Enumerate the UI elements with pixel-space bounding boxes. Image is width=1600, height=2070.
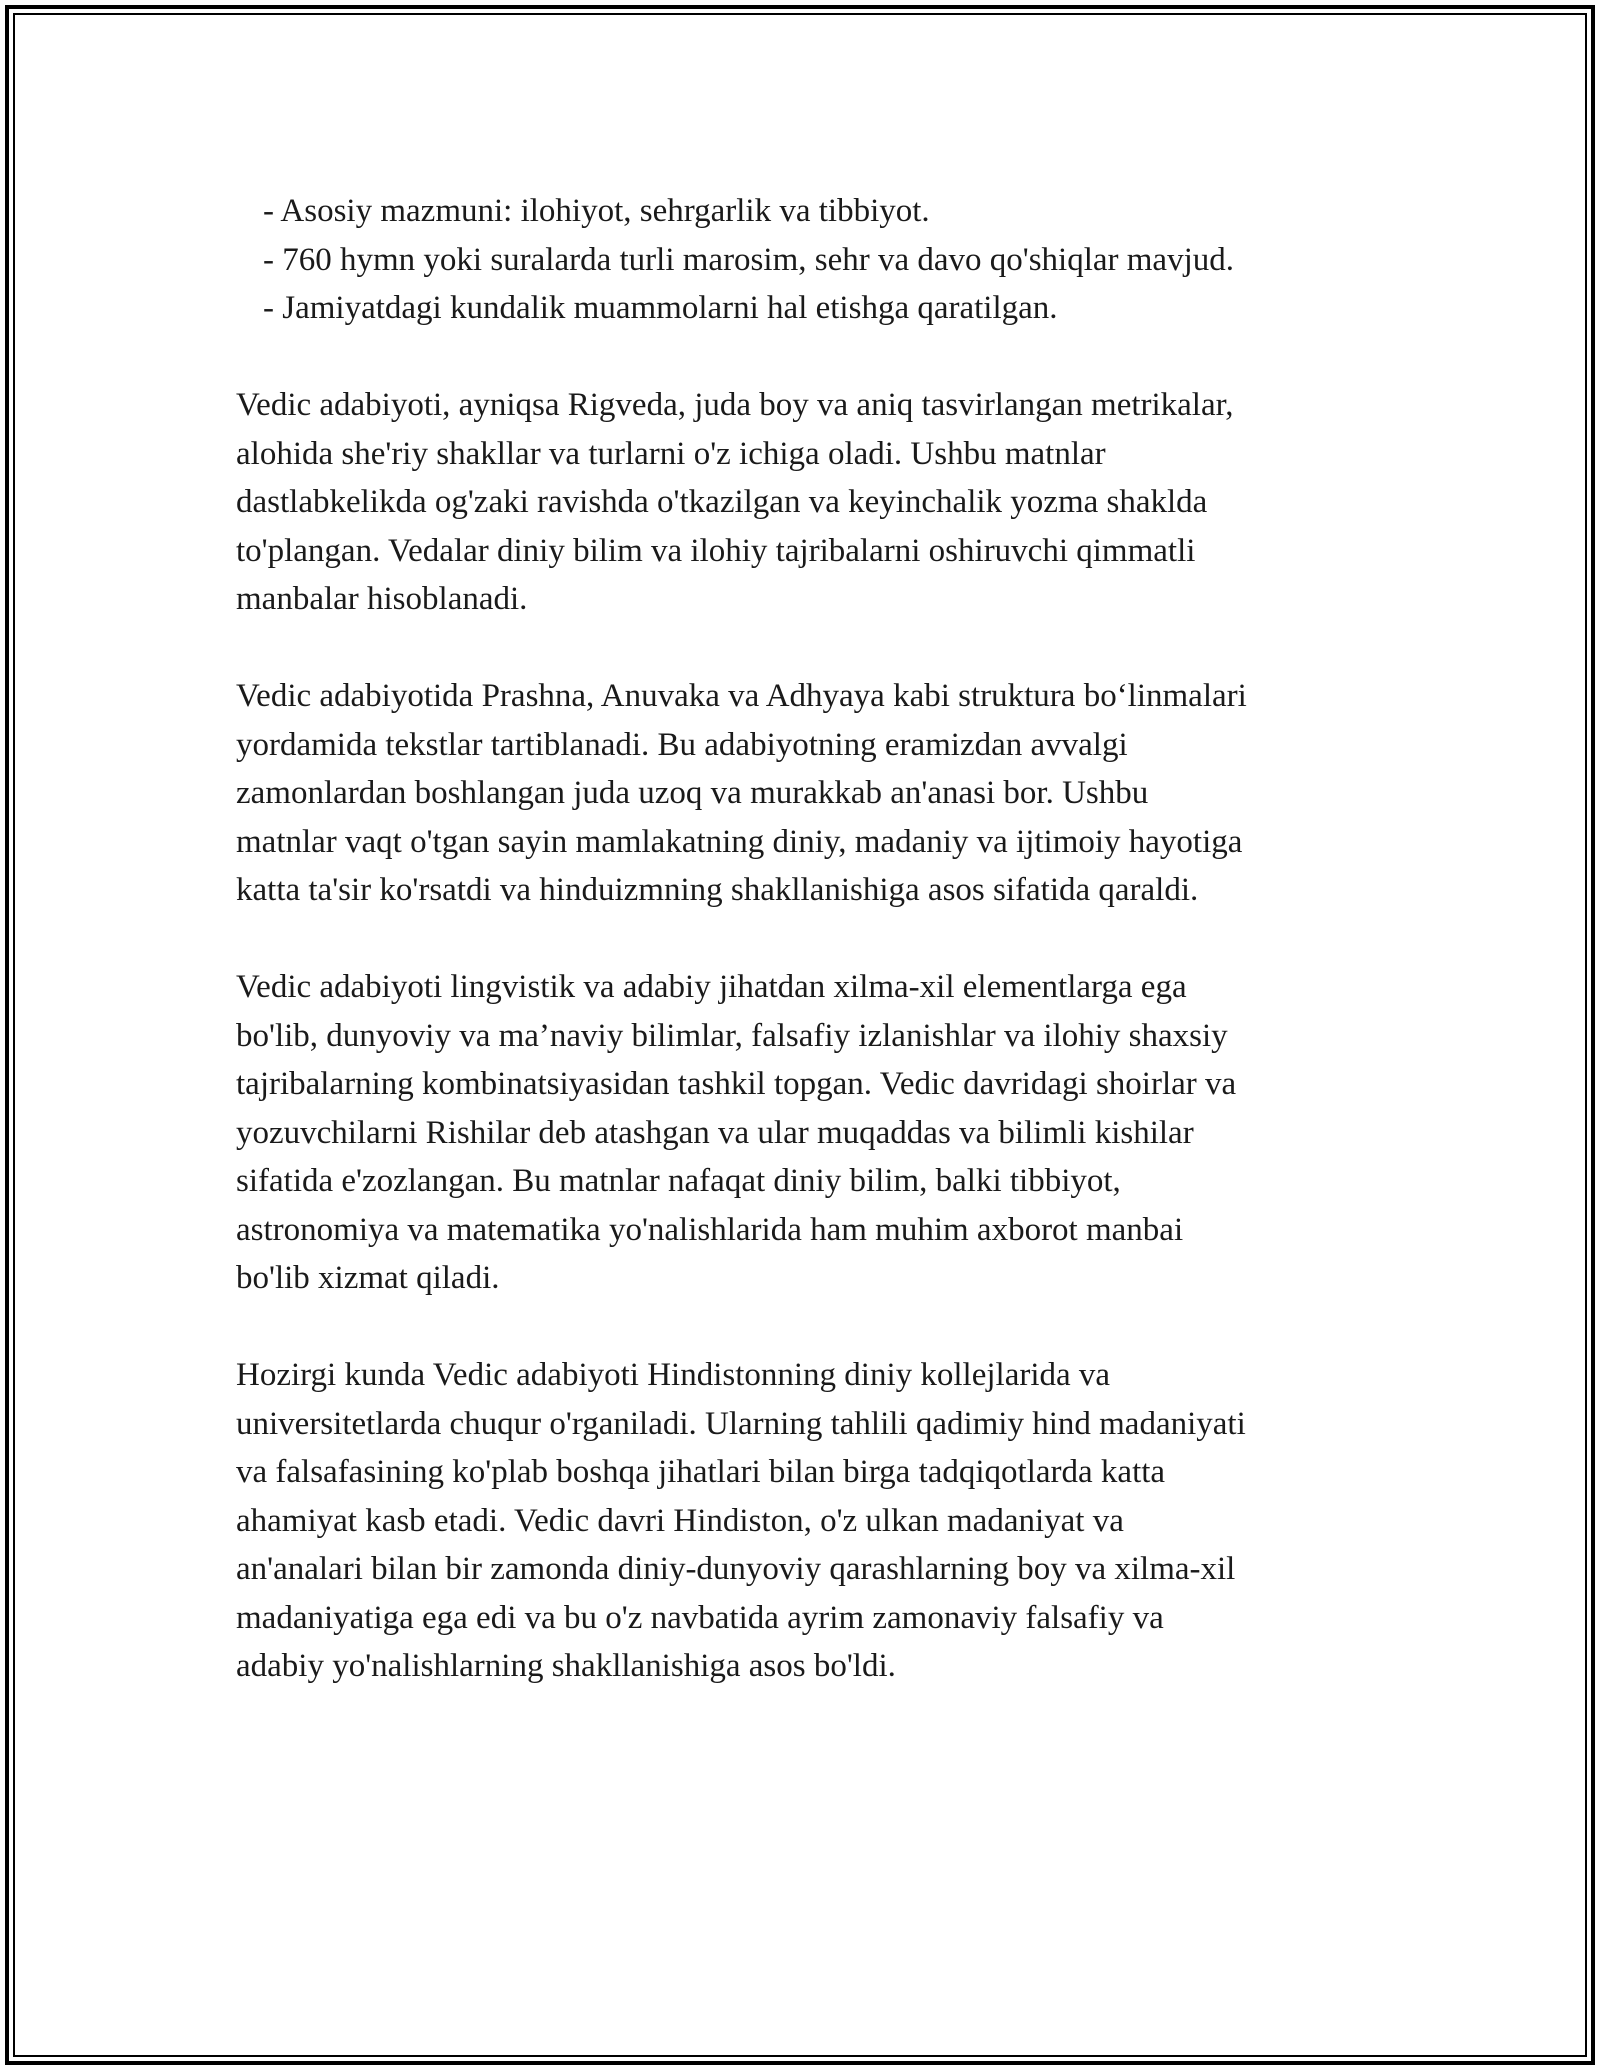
text-line: madaniyatiga ega edi va bu o'z navbatida ayrim zamonaviy falsafiy va	[236, 1599, 1164, 1636]
text-line: manbalar hisoblanadi.	[236, 581, 528, 617]
paragraph	[236, 381, 1386, 624]
text-line: adabiy yo'nalishlarning shakllanishiga asos bo'ldi.	[236, 1648, 896, 1684]
paragraph	[236, 672, 1386, 915]
text-line: katta ta'sir ko'rsatdi va hinduizmning shakllanishiga asos sifatida qaraldi.	[236, 872, 1199, 908]
text-line: bo'lib xizmat qiladi.	[236, 1260, 500, 1296]
text-line: matnlar vaqt o'tgan sayin mamlakatning diniy, madaniy va ijtimoiy hayotiga	[236, 823, 1243, 860]
text-line: alohida she'riy shakllar va turlarni o'z ichiga oladi. Ushbu matnlar	[236, 435, 1106, 472]
bullet-item: - Asosiy mazmuni: ilohiyot, sehrgarlik va tibbiyot.	[263, 193, 930, 229]
text-line: Vedic adabiyoti, ayniqsa Rigveda, juda boy va aniq tasvirlangan metrikalar,	[236, 387, 1234, 423]
text-line: Vedic adabiyoti lingvistik va adabiy jihatdan xilma-xil elementlarga ega	[236, 969, 1187, 1005]
bullet-item: - 760 hymn yoki suralarda turli marosim, sehr va davo qo'shiqlar mavjud.	[263, 241, 1235, 278]
document-body	[236, 187, 1386, 1691]
bullet-list	[236, 187, 1386, 333]
text-line: va falsafasining ko'plab boshqa jihatlari bilan birga tadqiqotlarda katta	[236, 1454, 1166, 1490]
text-line: to'plangan. Vedalar diniy bilim va ilohiy tajribalarni oshiruvchi qimmatli	[236, 532, 1196, 569]
text-line: ahamiyat kasb etadi. Vedic davri Hindiston, o'z ulkan madaniyat va	[236, 1502, 1124, 1539]
text-line: bo'lib, dunyoviy va ma’naviy bilimlar, falsafiy izlanishlar va ilohiy shaxsiy	[236, 1017, 1228, 1054]
text-line: Hozirgi kunda Vedic adabiyoti Hindistonning diniy kollejlarida va	[236, 1357, 1111, 1393]
text-line: yozuvchilarni Rishilar deb atashgan va ular muqaddas va bilimli kishilar	[236, 1114, 1194, 1151]
text-line: astronomiya va matematika yo'nalishlarida ham muhim axborot manbai	[236, 1211, 1184, 1248]
text-line: an'analari bilan bir zamonda diniy-dunyoviy qarashlarning boy va xilma-xil	[236, 1551, 1236, 1587]
text-line: universitetlarda chuqur o'rganiladi. Ularning tahlili qadimiy hind madaniyati	[236, 1405, 1246, 1442]
text-line: yordamida tekstlar tartiblanadi. Bu adabiyotning eramizdan avvalgi	[236, 726, 1128, 763]
text-line: zamonlardan boshlangan juda uzoq va murakkab an'anasi bor. Ushbu	[236, 775, 1149, 811]
paragraph	[236, 1351, 1386, 1691]
text-line: tajribalarning kombinatsiyasidan tashkil topgan. Vedic davridagi shoirlar va	[236, 1066, 1237, 1102]
bullet-item: - Jamiyatdagi kundalik muammolarni hal etishga qaratilgan.	[263, 290, 1058, 326]
paragraph	[236, 963, 1386, 1303]
text-line: sifatida e'zozlangan. Bu matnlar nafaqat diniy bilim, balki tibbiyot,	[236, 1163, 1121, 1199]
text-line: dastlabkelikda og'zaki ravishda o'tkazilgan va keyinchalik yozma shaklda	[236, 484, 1208, 520]
text-line: Vedic adabiyotida Prashna, Anuvaka va Adhyaya kabi struktura bo‘linmalari	[236, 678, 1247, 714]
